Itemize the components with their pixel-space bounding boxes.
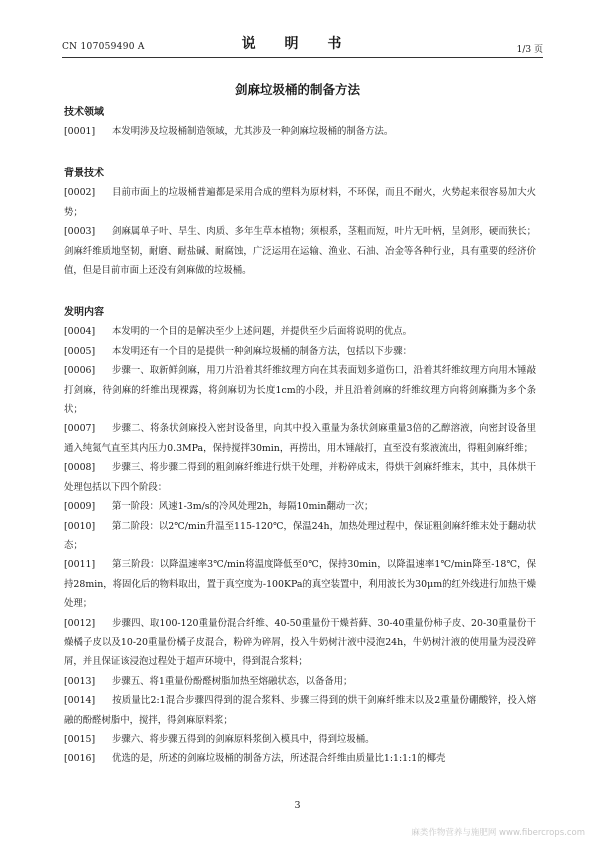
paragraph-number: [0001] [64,126,96,137]
paragraph [64,183,536,222]
paragraph-text: 本发明的一个目的是解决至少上述问题，并提供至少后面将说明的优点。 [112,326,413,338]
paragraph-number: [0003] [64,226,96,238]
paragraph-number: [0015] [64,733,96,745]
paragraph [64,361,536,419]
paragraph-number: [0016] [64,753,96,765]
header-rule [62,57,543,58]
paragraph-number: [0006] [64,365,96,377]
paragraph-number: [0011] [64,559,96,571]
paragraph-text: 步骤五、将1重量份酚醛树脂加热至熔融状态，以备备用； [112,675,353,687]
paragraph [64,222,536,280]
paragraph [64,614,536,672]
paragraph-number: [0007] [64,423,96,435]
paragraph-text: 步骤二、将条状剑麻投入密封设备里，向其中投入重量为条状剑麻重量3倍的乙醇溶液，向密封设备里通入纯氮气直至其内压力0.3MPa，保持搅拌30min，再捞出，用木锤敲打，直至没有浆液流出，得粗剑麻纤维； [64,423,536,454]
paragraph-text: 第一阶段：风速1-3m/s的冷风处理2h，每隔10min翻动一次； [112,501,374,513]
paragraph [64,749,536,768]
paragraph-text: 目前市面上的垃圾桶普遍都是采用合成的塑料为原材料，不环保，而且不耐火，火势起来很容易加大火势； [64,187,536,218]
paragraph-text: 优选的是，所述的剑麻垃圾桶的制备方法，所述混合纤维由质量比1:1:1:1的椰壳 [112,753,446,765]
paragraph-number: [0010] [64,520,96,532]
paragraph [64,419,536,458]
paragraph-text: 步骤一、取新鲜剑麻，用刀片沿着其纤维纹理方向在其表面划多道伤口，沿着其纤维纹理方向用木锤敲打剑麻，待剑麻的纤维出现裸露，将剑麻切为长度1cm的小段，并且沿着剑麻的纤维纹理方向将剑麻撕为多个条状； [64,365,536,416]
paragraph-number: [0013] [64,675,96,687]
section-summary [64,304,536,768]
paragraph-number: [0012] [64,617,96,629]
paragraph [64,322,536,341]
paragraph-number: [0005] [64,345,96,357]
paragraph [64,122,536,141]
paragraph-list [64,322,536,768]
paragraph-text: 步骤三、将步骤二得到的粗剑麻纤维进行烘干处理，并粉碎成末，得烘干剑麻纤维末，其中，具体烘干处理包括以下四个阶段： [64,462,536,493]
section-technical-field [64,104,536,141]
paragraph-list [64,183,536,280]
paragraph-text: 剑麻属单子叶、旱生、肉质、多年生草本植物；须根系，茎粗而短，叶片无叶柄，呈剑形，硬而狭长；剑麻纤维质地坚韧，耐磨、耐盐碱、耐腐蚀，广泛运用在运输、渔业、石油、冶金等各种行业，具有重要的经济价值，但是目前市面上还没有剑麻做的垃圾桶。 [64,226,536,277]
patent-number: CN 107059490 A [62,42,145,52]
paragraph-text: 步骤四、取100-120重量份混合纤维、40-50重量份干燥苔藓、30-40重量份柿子皮、20-30重量份干燥橘子皮以及10-20重量份橘子皮混合，粉碎为碎屑，投入牛奶树汁液中浸泡24h，牛奶树汁液的使用量为浸没碎屑，并且保证该浸泡过程处于超声环境中，得到混合浆料； [64,617,536,668]
paragraph-number: [0008] [64,462,96,474]
paragraph-text: 本发明还有一个目的是提供一种剑麻垃圾桶的制备方法，包括以下步骤： [112,345,413,357]
document-title: 剑麻垃圾桶的制备方法 [234,82,360,97]
page-number: 3 [294,800,301,811]
paragraph-text: 第三阶段：以降温速率3℃/min将温度降低至0℃，保持30min，以降温速率1℃/min降至-18℃，保持28min，将固化后的物料取出，置于真空度为-100KPa的真空装置中，利用波长为30μm的红外线进行加热干燥处理； [64,559,536,610]
paragraph-text: 第二阶段：以2℃/min升温至115-120℃，保温24h，加热处理过程中，保证粗剑麻纤维末处于翻动状态； [64,520,536,551]
paragraph [64,730,536,749]
page-indicator: 1/3 页 [516,45,543,55]
paragraph [64,555,536,613]
paragraph-text: 本发明涉及垃圾桶制造领域，尤其涉及一种剑麻垃圾桶的制备方法。 [112,126,394,137]
paragraph [64,497,536,516]
paragraph-number: [0002] [64,187,96,199]
paragraph [64,458,536,497]
paragraph-text: 按质量比2:1混合步骤四得到的混合浆料、步骤三得到的烘干剑麻纤维末以及2重量份硼酸锌，投入熔融的酚醛树脂中，搅拌，得剑麻原料浆； [64,695,536,726]
paragraph-text: 步骤六、将步骤五得到的剑麻原料浆倒入模具中，得到垃圾桶。 [112,733,375,745]
paragraph [64,672,536,691]
paragraph-number: [0004] [64,326,96,338]
paragraph-number: [0014] [64,695,96,707]
document-body [64,104,536,769]
paragraph [64,342,536,361]
paragraph [64,691,536,730]
section-heading: 发明内容 [64,307,104,319]
watermark: 麻类作物营养与施肥网 www.fibercrops.com [411,828,585,838]
paragraph-number: [0009] [64,501,96,513]
document-type-title: 说 明 书 [241,36,354,52]
paragraph-list [64,122,536,141]
section-background [64,165,536,280]
section-heading: 技术领域 [64,107,104,118]
paragraph [64,517,536,556]
section-heading: 背景技术 [64,168,104,180]
